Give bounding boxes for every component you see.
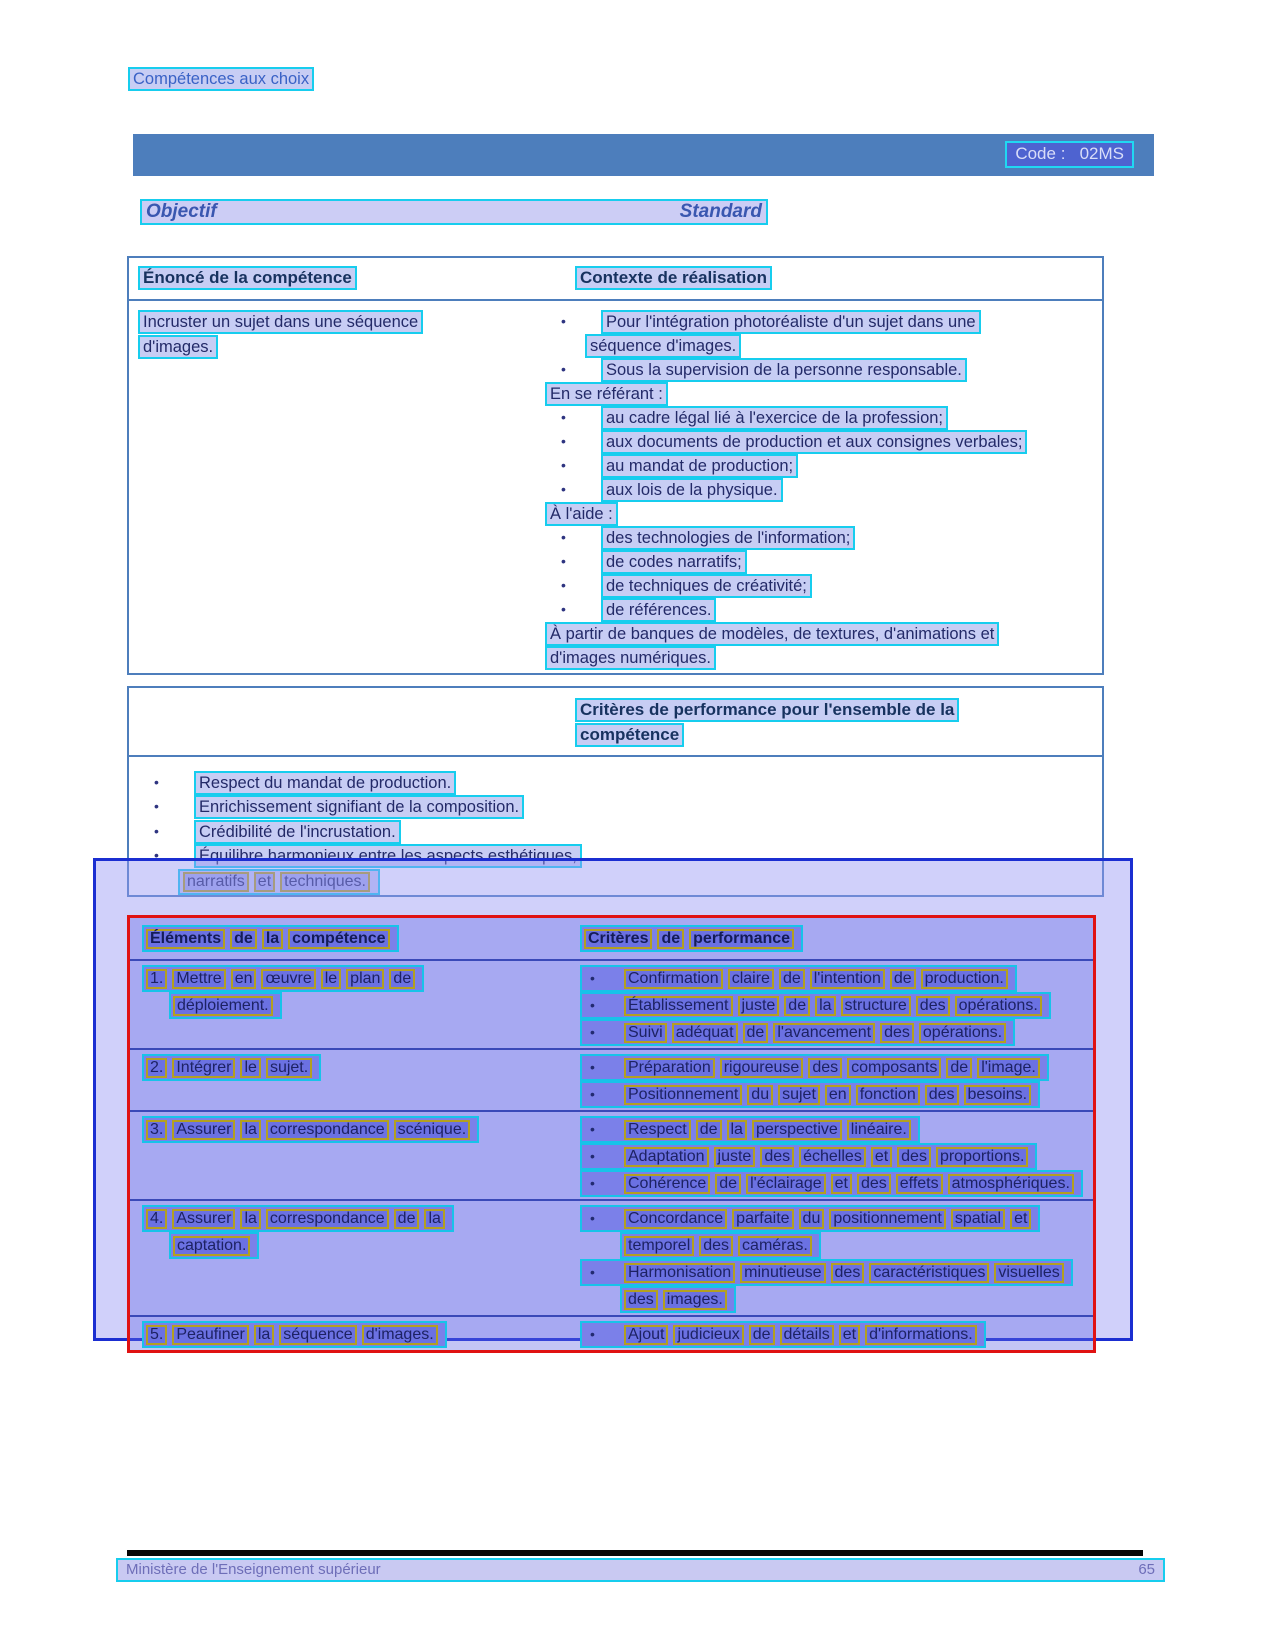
text-highlight: de techniques de créativité; (601, 574, 812, 598)
word-box: temporel (624, 1236, 694, 1256)
criteria-cell (580, 1054, 1093, 1108)
word-box: et (871, 1147, 892, 1167)
word-box: juste (714, 1147, 756, 1167)
text-highlight: À partir de banques de modèles, de textures, d'animations et (545, 622, 999, 646)
word-box: œuvre (261, 969, 315, 989)
word-box: Assurer (172, 1209, 235, 1229)
text-highlight (142, 1321, 447, 1348)
word-box: des (760, 1147, 794, 1167)
text-highlight: aux lois de la physique. (601, 478, 783, 502)
competence-table (127, 256, 1104, 675)
text-highlight (580, 1321, 986, 1348)
word-box: l'avancement (773, 1023, 875, 1043)
text-highlight: Critères de performance pour l'ensemble de la (575, 698, 959, 722)
text-line (545, 358, 1102, 382)
bullet-icon: • (590, 1326, 595, 1342)
text-highlight: En se référant : (545, 382, 668, 406)
word-box: de (394, 1209, 420, 1229)
word-box: l'image. (977, 1058, 1040, 1078)
table-row (130, 1315, 1093, 1350)
text-highlight (620, 1232, 821, 1259)
element-cell (130, 1054, 580, 1108)
word-box: de (389, 969, 415, 989)
word-box: captation. (173, 1236, 250, 1256)
word-box: Mettre (172, 969, 225, 989)
text-highlight (620, 1286, 736, 1313)
word-box: sujet (778, 1085, 820, 1105)
text-highlight: Contexte de réalisation (575, 266, 772, 290)
text-highlight: de codes narratifs; (601, 550, 747, 574)
word-box: d'images. (362, 1325, 438, 1345)
bullet-icon: • (561, 361, 566, 377)
word-box: besoins. (964, 1085, 1032, 1105)
text-highlight: Crédibilité de l'incrustation. (194, 820, 401, 844)
word-box: rigoureuse (720, 1058, 804, 1078)
word-box: Positionnement (624, 1085, 742, 1105)
bullet-icon: • (561, 457, 566, 473)
footer-rule (127, 1550, 1143, 1556)
text-line (575, 723, 1102, 748)
text-highlight (142, 1205, 454, 1232)
bullet-icon: • (154, 798, 159, 815)
col-contexte (575, 266, 772, 299)
word-box: Assurer (172, 1120, 235, 1140)
text-line (169, 1232, 580, 1259)
text-highlight: Compétences aux choix (128, 67, 314, 91)
word-box: du (799, 1209, 825, 1229)
word-box: de (743, 1023, 769, 1043)
word-box: des (831, 1263, 865, 1283)
text-line (620, 1286, 1093, 1313)
text-highlight: d'images numériques. (545, 646, 716, 670)
word-box: des (925, 1085, 959, 1105)
table-row (130, 959, 1093, 1048)
word-box: opérations. (955, 996, 1042, 1016)
bullet-icon: • (590, 1264, 595, 1280)
text-highlight (142, 1054, 321, 1081)
bullet-icon: • (590, 997, 595, 1013)
code-badge: Code : 02MS (1005, 141, 1134, 168)
word-box: Adaptation (624, 1147, 709, 1167)
word-box: Ajout (624, 1325, 668, 1345)
word-box: spatial (951, 1209, 1005, 1229)
bullet-icon: • (590, 1148, 595, 1164)
word-box: de (696, 1120, 722, 1140)
word-box: perspective (752, 1120, 842, 1140)
word-box: de (890, 969, 916, 989)
word-box: fonction (856, 1085, 920, 1105)
text-highlight (580, 992, 1051, 1019)
bullet-icon: • (590, 1210, 595, 1226)
word-box: production. (921, 969, 1008, 989)
text-highlight (580, 1019, 1015, 1046)
text-highlight (580, 965, 1017, 992)
word-box: et (1010, 1209, 1031, 1229)
text-highlight (580, 1081, 1040, 1108)
bullet-icon: • (590, 1024, 595, 1040)
word-box: opérations. (919, 1023, 1006, 1043)
word-box: visuelles (994, 1263, 1063, 1283)
word-box: parfaite (732, 1209, 793, 1229)
text-highlight: Équilibre harmonieux entre les aspects esthétiques, (194, 844, 582, 868)
word-box: et (831, 1174, 852, 1194)
text-highlight: Pour l'intégration photoréaliste d'un sujet dans une (601, 310, 981, 334)
table-header (129, 258, 1102, 301)
word-box: de (749, 1325, 775, 1345)
table-header (130, 918, 1093, 959)
text-line (580, 992, 1093, 1019)
word-box: plan (346, 969, 384, 989)
text-highlight: Respect du mandat de production. (194, 771, 456, 795)
text-line (545, 622, 1102, 646)
text-line (580, 965, 1093, 992)
text-line (545, 478, 1102, 502)
word-box: de (946, 1058, 972, 1078)
word-box: détails (780, 1325, 834, 1345)
text-highlight: À l'aide : (545, 502, 618, 526)
word-box: des (699, 1236, 733, 1256)
header-bar (133, 134, 1154, 176)
statement-cell (138, 310, 545, 670)
text-line (620, 1232, 1093, 1259)
word-box: 3. (146, 1120, 167, 1140)
objectif-heading: Objectif (146, 201, 217, 222)
text-line (580, 1019, 1093, 1046)
col-enonce (138, 266, 575, 299)
word-box: en (231, 969, 257, 989)
word-box: positionnement (829, 1209, 946, 1229)
word-box: compétence (288, 929, 389, 949)
word-box: linéaire. (847, 1120, 911, 1140)
word-box: la (262, 929, 283, 949)
bullet-icon: • (154, 822, 159, 839)
text-line (545, 454, 1102, 478)
footer-page-number: 65 (1138, 1561, 1155, 1578)
text-highlight: Énoncé de la compétence (138, 266, 357, 290)
word-box: 5. (146, 1325, 167, 1345)
standard-heading: Standard (679, 201, 762, 222)
table-row (130, 1199, 1093, 1315)
word-box: caractéristiques (869, 1263, 989, 1283)
text-highlight (142, 1116, 479, 1143)
word-box: des (808, 1058, 842, 1078)
text-line (545, 646, 1102, 670)
text-highlight: Enrichissement signifiant de la composition. (194, 795, 524, 819)
word-box: l'éclairage (746, 1174, 826, 1194)
word-box: Respect (624, 1120, 691, 1140)
text-line (575, 698, 1102, 723)
word-box: la (240, 1209, 260, 1229)
word-box: correspondance (266, 1120, 389, 1140)
text-line (545, 598, 1102, 622)
word-box: structure (841, 996, 911, 1016)
text-highlight: de références. (601, 598, 716, 622)
word-box: 4. (146, 1209, 167, 1229)
text-highlight: des technologies de l'information; (601, 526, 855, 550)
table-header (129, 688, 1102, 757)
text-highlight (142, 965, 424, 992)
word-box: sujet. (266, 1058, 312, 1078)
word-box: Confirmation (624, 969, 723, 989)
text-line (580, 1205, 1093, 1232)
word-box: de (784, 996, 810, 1016)
word-box: la (240, 1120, 260, 1140)
text-highlight: d'images. (138, 335, 218, 359)
element-cell (130, 1116, 580, 1197)
text-highlight: Incruster un sujet dans une séquence (138, 310, 423, 334)
word-box: la (727, 1120, 747, 1140)
footer-ministry: Ministère de l'Enseignement supérieur (126, 1561, 381, 1578)
word-box: l'intention (810, 969, 885, 989)
bullet-icon: • (154, 847, 159, 864)
text-line (545, 430, 1102, 454)
word-box: la (424, 1209, 444, 1229)
word-box: scénique. (394, 1120, 471, 1140)
text-highlight (580, 925, 803, 952)
criteria-cell (580, 1321, 1093, 1348)
criteria-cell (580, 965, 1093, 1046)
word-box: de (230, 929, 257, 949)
word-box: techniques. (280, 872, 370, 892)
word-box: Critères (584, 929, 652, 949)
word-box: des (857, 1174, 891, 1194)
text-highlight (142, 925, 399, 952)
page-title (128, 67, 314, 91)
text-line (580, 1116, 1093, 1143)
context-cell (545, 310, 1102, 670)
text-line (142, 1205, 580, 1232)
text-line (142, 1116, 580, 1143)
text-line (580, 1054, 1093, 1081)
text-line (545, 382, 1102, 406)
bullet-icon: • (590, 1121, 595, 1137)
bullet-icon: • (590, 1086, 595, 1102)
word-box: atmosphériques. (948, 1174, 1074, 1194)
table-row (130, 1048, 1093, 1110)
word-box: échelles (799, 1147, 866, 1167)
word-box: séquence (279, 1325, 356, 1345)
text-highlight (580, 1170, 1083, 1197)
text-line (138, 310, 545, 335)
word-box: proportions. (936, 1147, 1029, 1167)
word-box: de (715, 1174, 741, 1194)
bullet-icon: • (590, 970, 595, 986)
bullet-icon: • (561, 577, 566, 593)
text-highlight: compétence (575, 723, 684, 747)
word-box: Intégrer (172, 1058, 235, 1078)
text-line (545, 310, 1102, 334)
bullet-icon: • (561, 601, 566, 617)
word-box: des (624, 1290, 658, 1310)
text-line (169, 992, 580, 1019)
text-highlight: au mandat de production; (601, 454, 798, 478)
word-box: et (839, 1325, 860, 1345)
word-box: narratifs (183, 872, 249, 892)
table-body (129, 301, 1102, 670)
text-line (142, 965, 580, 992)
text-line (138, 771, 1102, 795)
word-box: déploiement. (173, 996, 273, 1016)
element-cell (130, 965, 580, 1046)
word-box: en (825, 1085, 851, 1105)
word-box: le (240, 1058, 260, 1078)
table-rows (130, 959, 1093, 1350)
bullet-icon: • (154, 774, 159, 790)
word-box: caméras. (738, 1236, 812, 1256)
text-line (580, 1259, 1093, 1286)
text-line (585, 334, 1102, 358)
word-box: et (254, 872, 275, 892)
text-line (545, 526, 1102, 550)
element-cell (130, 1205, 580, 1313)
bullet-icon: • (561, 409, 566, 425)
word-box: Éléments (146, 929, 225, 949)
bullet-icon: • (561, 553, 566, 569)
word-box: la (815, 996, 835, 1016)
text-highlight: séquence d'images. (585, 334, 741, 358)
word-box: performance (689, 929, 794, 949)
footer (116, 1558, 1165, 1582)
bullet-icon: • (561, 481, 566, 497)
text-highlight (580, 1205, 1040, 1232)
word-box: d'informations. (865, 1325, 977, 1345)
word-box: 2. (146, 1058, 167, 1078)
word-box: des (897, 1147, 931, 1167)
text-line (545, 406, 1102, 430)
word-box: des (880, 1023, 914, 1043)
text-line (580, 1321, 1093, 1348)
text-highlight (169, 1232, 259, 1259)
word-box: 1. (146, 969, 167, 989)
word-box: des (916, 996, 950, 1016)
word-box: adéquat (672, 1023, 738, 1043)
elements-table (127, 915, 1096, 1353)
text-line (580, 1081, 1093, 1108)
bullet-icon: • (561, 313, 566, 329)
word-box: la (254, 1325, 274, 1345)
text-line (142, 1054, 580, 1081)
text-highlight: Sous la supervision de la personne responsable. (601, 358, 967, 382)
word-box: Peaufiner (172, 1325, 249, 1345)
word-box: Préparation (624, 1058, 715, 1078)
word-box: le (321, 969, 341, 989)
text-line (545, 574, 1102, 598)
element-cell (130, 1321, 580, 1348)
text-highlight (580, 1054, 1049, 1081)
word-box: Concordance (624, 1209, 727, 1229)
text-highlight: au cadre légal lié à l'exercice de la profession; (601, 406, 948, 430)
text-highlight (580, 1116, 920, 1143)
word-box: juste (738, 996, 780, 1016)
text-line (138, 795, 1102, 819)
bullet-icon: • (561, 529, 566, 545)
text-line (138, 820, 1102, 844)
text-highlight: aux documents de production et aux consignes verbales; (601, 430, 1027, 454)
word-box: de (657, 929, 684, 949)
word-box: Suivi (624, 1023, 667, 1043)
section-headings (140, 199, 768, 225)
bullet-icon: • (561, 433, 566, 449)
word-box: correspondance (266, 1209, 389, 1229)
text-line (138, 335, 545, 360)
word-box: Harmonisation (624, 1263, 735, 1283)
text-line (142, 1321, 580, 1348)
word-box: du (747, 1085, 773, 1105)
word-box: de (779, 969, 805, 989)
word-box: Établissement (624, 996, 733, 1016)
word-box: composants (847, 1058, 941, 1078)
word-box: judicieux (673, 1325, 743, 1345)
word-box: effets (896, 1174, 943, 1194)
text-line (545, 550, 1102, 574)
text-line (580, 1143, 1093, 1170)
col-criteres (580, 925, 803, 952)
word-box: minutieuse (740, 1263, 825, 1283)
text-line (545, 502, 1102, 526)
bullet-icon: • (590, 1059, 595, 1075)
criteria-cell (580, 1205, 1093, 1313)
bullet-icon: • (590, 1175, 595, 1191)
word-box: Cohérence (624, 1174, 710, 1194)
text-highlight (580, 1259, 1073, 1286)
text-line (580, 1170, 1093, 1197)
col-elements (142, 925, 580, 952)
word-box: claire (728, 969, 774, 989)
text-highlight (169, 992, 282, 1019)
criteria-cell (580, 1116, 1093, 1197)
table-row (130, 1110, 1093, 1199)
annotation-overlay (93, 858, 1133, 1341)
text-highlight (580, 1143, 1037, 1170)
word-box: images. (663, 1290, 727, 1310)
